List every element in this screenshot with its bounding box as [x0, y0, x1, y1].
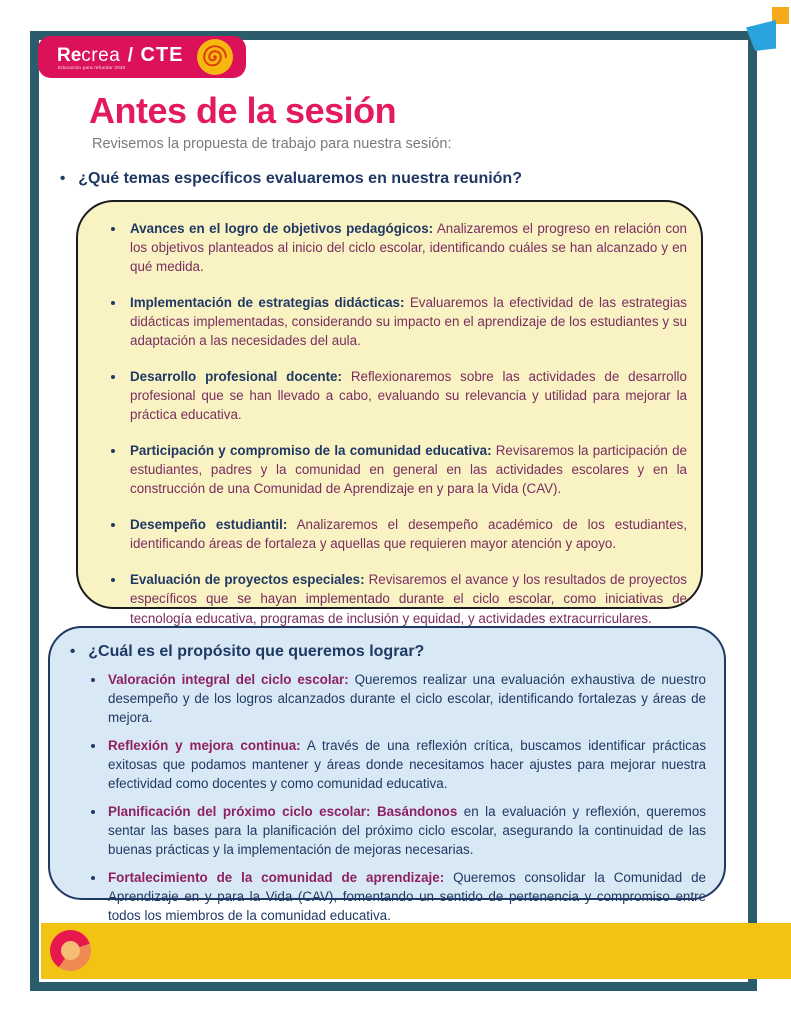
item-body: en la evaluación y reflexión, queremos sentar las bases para la planificación del próximo ciclo escolar, asegurando la continuidad de las buenas prácticas y la implementación de mejoras necesarias.: [108, 804, 706, 858]
bullet-icon: •: [70, 643, 76, 660]
item-body: A través de una reflexión crítica, buscamos identificar prácticas exitosas que podamos mantener y áreas donde necesitamos hacer ajustes para mejorar nuestra efectividad como docentes y como comunidad educativa.: [108, 738, 707, 792]
item-lead: Reflexión y mejora continua:: [108, 738, 301, 754]
logo-cte: CTE: [140, 44, 184, 66]
page-title: Antes de la sesión: [89, 90, 397, 131]
purpose-question-label: ¿Cuál es el propósito que queremos lograr?: [88, 643, 425, 660]
topics-question-label: ¿Qué temas específicos evaluaremos en nuestra reunión?: [78, 170, 522, 187]
item-lead: Implementación de estrategias didácticas:: [130, 295, 405, 311]
purpose-question: [70, 643, 706, 661]
footer-gold-bar: [41, 923, 791, 979]
item-lead: Valoración integral del ciclo escolar:: [108, 672, 349, 687]
item-body: Reflexionaremos sobre las actividades de desarrollo profesional que se han llevado a cabo, evaluando su relevancia y utilidad para mejorar la práctica educativa.: [130, 369, 687, 423]
list-item: [106, 670, 706, 727]
logo-crea: crea: [81, 45, 121, 66]
item-body: Analizaremos el desempeño académico de los estudiantes, identificando áreas de fortaleza y aquellas que requieren mayor atención y apoyo.: [130, 517, 687, 552]
list-item: [126, 367, 687, 424]
item-body: Evaluaremos la efectividad de las estrategias didácticas implementadas, considerando su impacto en el aprendizaje de los estudiantes y su adaptación a las necesidades del aula.: [130, 295, 687, 349]
list-item: [106, 802, 706, 859]
bullet-icon: •: [60, 170, 66, 187]
list-item: [126, 515, 687, 553]
item-body: Revisaremos el avance y los resultados de proyectos específicos que se hayan implementado durante el ciclo escolar, como iniciativas de tecnología educativa, programas de inclusión y equidad, y actividades extracurriculares.: [130, 572, 687, 626]
item-body: Revisaremos la participación de estudiantes, padres y la comunidad en general en las actividades escolares y en la construcción de una Comunidad de Aprendizaje en y para la Vida (CAV).: [130, 443, 687, 497]
purpose-box: [48, 626, 726, 924]
item-lead: Avances en el logro de objetivos pedagógicos:: [130, 221, 434, 236]
list-item: [126, 219, 687, 276]
item-body: Queremos consolidar la Comunidad de Aprendizaje en y para la Vida (CAV), fomentando un sentido de pertenencia y compromiso entre todos los miembros de la comunidad educativa.: [108, 870, 706, 924]
item-body: Queremos realizar una evaluación exhaustiva de nuestro desempeño y de los logros alcanzados durante el ciclo escolar, identificando fortalezas y áreas de mejora.: [108, 672, 706, 726]
topics-box: [76, 200, 703, 626]
recrea-cte-logo-bar: [38, 36, 246, 78]
item-lead: Planificación del próximo ciclo escolar: Basándonos: [108, 804, 458, 820]
spiral-icon: [197, 39, 233, 75]
item-lead: Participación y compromiso de la comunidad educativa:: [130, 443, 492, 459]
list-item: [106, 868, 706, 925]
purpose-list: [60, 670, 706, 925]
page-subtitle: Revisemos la propuesta de trabajo para nuestra sesión:: [92, 136, 452, 152]
list-item: [126, 293, 687, 350]
item-lead: Fortalecimiento de la comunidad de aprendizaje:: [108, 870, 445, 886]
ring-logo-icon: [50, 930, 91, 971]
list-item: [126, 441, 687, 498]
item-lead: Evaluación de proyectos especiales:: [130, 572, 365, 588]
logo-tagline: Educación para refundar 2040: [58, 65, 126, 70]
topics-list: [88, 219, 687, 628]
list-item: [106, 736, 706, 793]
item-lead: Desarrollo profesional docente:: [130, 369, 342, 385]
list-item: [126, 570, 687, 627]
logo-separator: /: [127, 45, 133, 66]
topics-question: [60, 170, 522, 188]
item-body: Analizaremos el progreso en relación con los objetivos planteados al inicio del ciclo escolar, identificando cuáles se han alcanzado y en qué medida.: [130, 221, 687, 275]
recrea-cte-logo: [57, 45, 183, 65]
item-lead: Desempeño estudiantil:: [130, 517, 288, 533]
logo-re: Re: [57, 45, 82, 66]
